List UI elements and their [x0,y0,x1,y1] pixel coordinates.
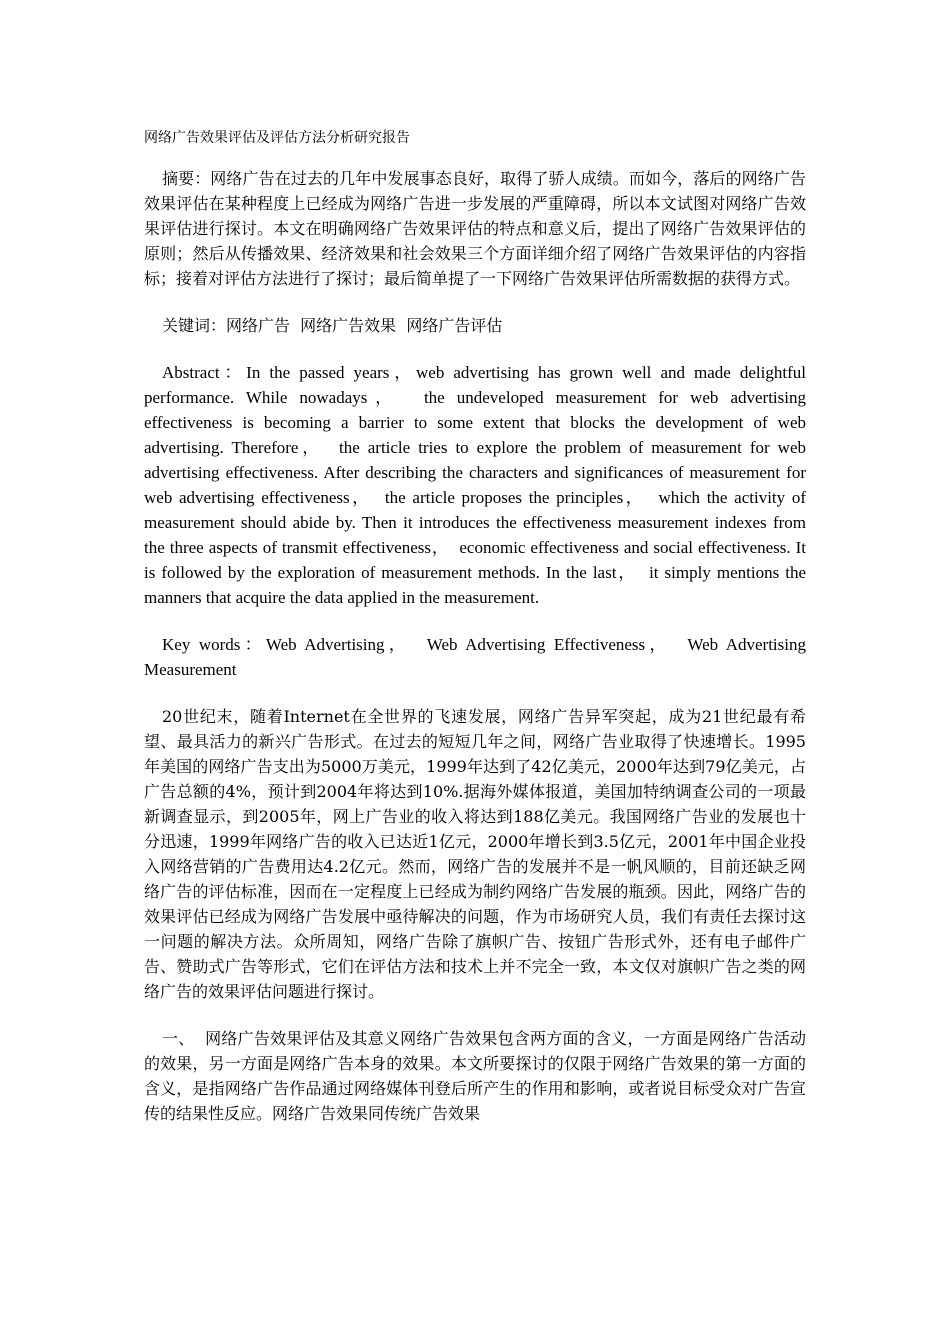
keywords-chinese: 关键词：网络广告 网络广告效果 网络广告评估 [162,316,503,335]
document-page [144,128,811,1148]
document-title: 网络广告效果评估及评估方法分析研究报告 [144,130,410,146]
intro-paragraph: 20世纪末，随着Internet在全世界的飞速发展，网络广告异军突起，成为21世纪最有希望、最具活力的新兴广告形式。在过去的短短几年之间，网络广告业取得了快速增长。1995年美国的网络广告支出为5000万美元，1999年达到了42亿美元，2000年达到79亿美元，占广告总额的4%，预计到2004年将达到10%.据海外媒体报道，美国加特纳调查公司的一项最新调查显示，到2005年，网上广告业的收入将达到188亿美元。我国网络广告业的发展也十分迅速，1999年网络广告的收入已达近1亿元，2000年增长到3.5亿元，2001年中国企业投入网络营销的广告费用达4.2亿元。然而，网络广告的发展并不是一帆风顺的，目前还缺乏网络广告的评估标准，因而在一定程度上已经成为制约网络广告发展的瓶颈。因此，网络广告的效果评估已经成为网络广告发展中亟待解决的问题，作为市场研究人员，我们有责任去探讨这一问题的解决方法。众所周知，网络广告除了旗帜广告、按钮广告形式外，还有电子邮件广告、赞助式广告等形式，它们在评估方法和技术上并不完全一致，本文仅对旗帜广告之类的网络广告的效果评估问题进行探讨。 [144,707,806,1001]
section-one-paragraph: 一、 网络广告效果评估及其意义网络广告效果包含两方面的含义，一方面是网络广告活动的效果，另一方面是网络广告本身的效果。本文所要探讨的仅限于网络广告效果的第一方面的含义，是指网络广告作品通过网络媒体刊登后所产生的作用和影响，或者说目标受众对广告宣传的结果性反应。网络广告效果同传统广告效果 [144,1029,806,1123]
keywords-english: Key words：Web Advertising， Web Advertising Effectiveness， Web Advertising Measurement [144,635,811,679]
abstract-english: Abstract：In the passed years，web advertising has grown well and made delightful performance. While nowadays， the undeveloped measurement for web advertising effectiveness is becoming a barrier to some extent that blocks the development of web advertising. Therefore， the article tries to explore the problem of measurement for web advertising effectiveness. After describing the characters and significances of measurement for web advertising effectiveness， the article proposes the principles， which the activity of measurement should abide by. Then it introduces the effectiveness measurement indexes from the three aspects of transmit effectiveness， economic effectiveness and social effectiveness. It is followed by the exploration of measurement methods. In the last， it simply mentions the manners that acquire the data applied in the measurement. [144,363,811,607]
abstract-chinese: 摘要：网络广告在过去的几年中发展事态良好，取得了骄人成绩。而如今，落后的网络广告效果评估在某种程度上已经成为网络广告进一步发展的严重障碍，所以本文试图对网络广告效果评估进行探讨。本文在明确网络广告效果评估的特点和意义后，提出了网络广告效果评估的原则；然后从传播效果、经济效果和社会效果三个方面详细介绍了网络广告效果评估的内容指标；接着对评估方法进行了探讨；最后简单提了一下网络广告效果评估所需数据的获得方式。 [144,169,806,288]
